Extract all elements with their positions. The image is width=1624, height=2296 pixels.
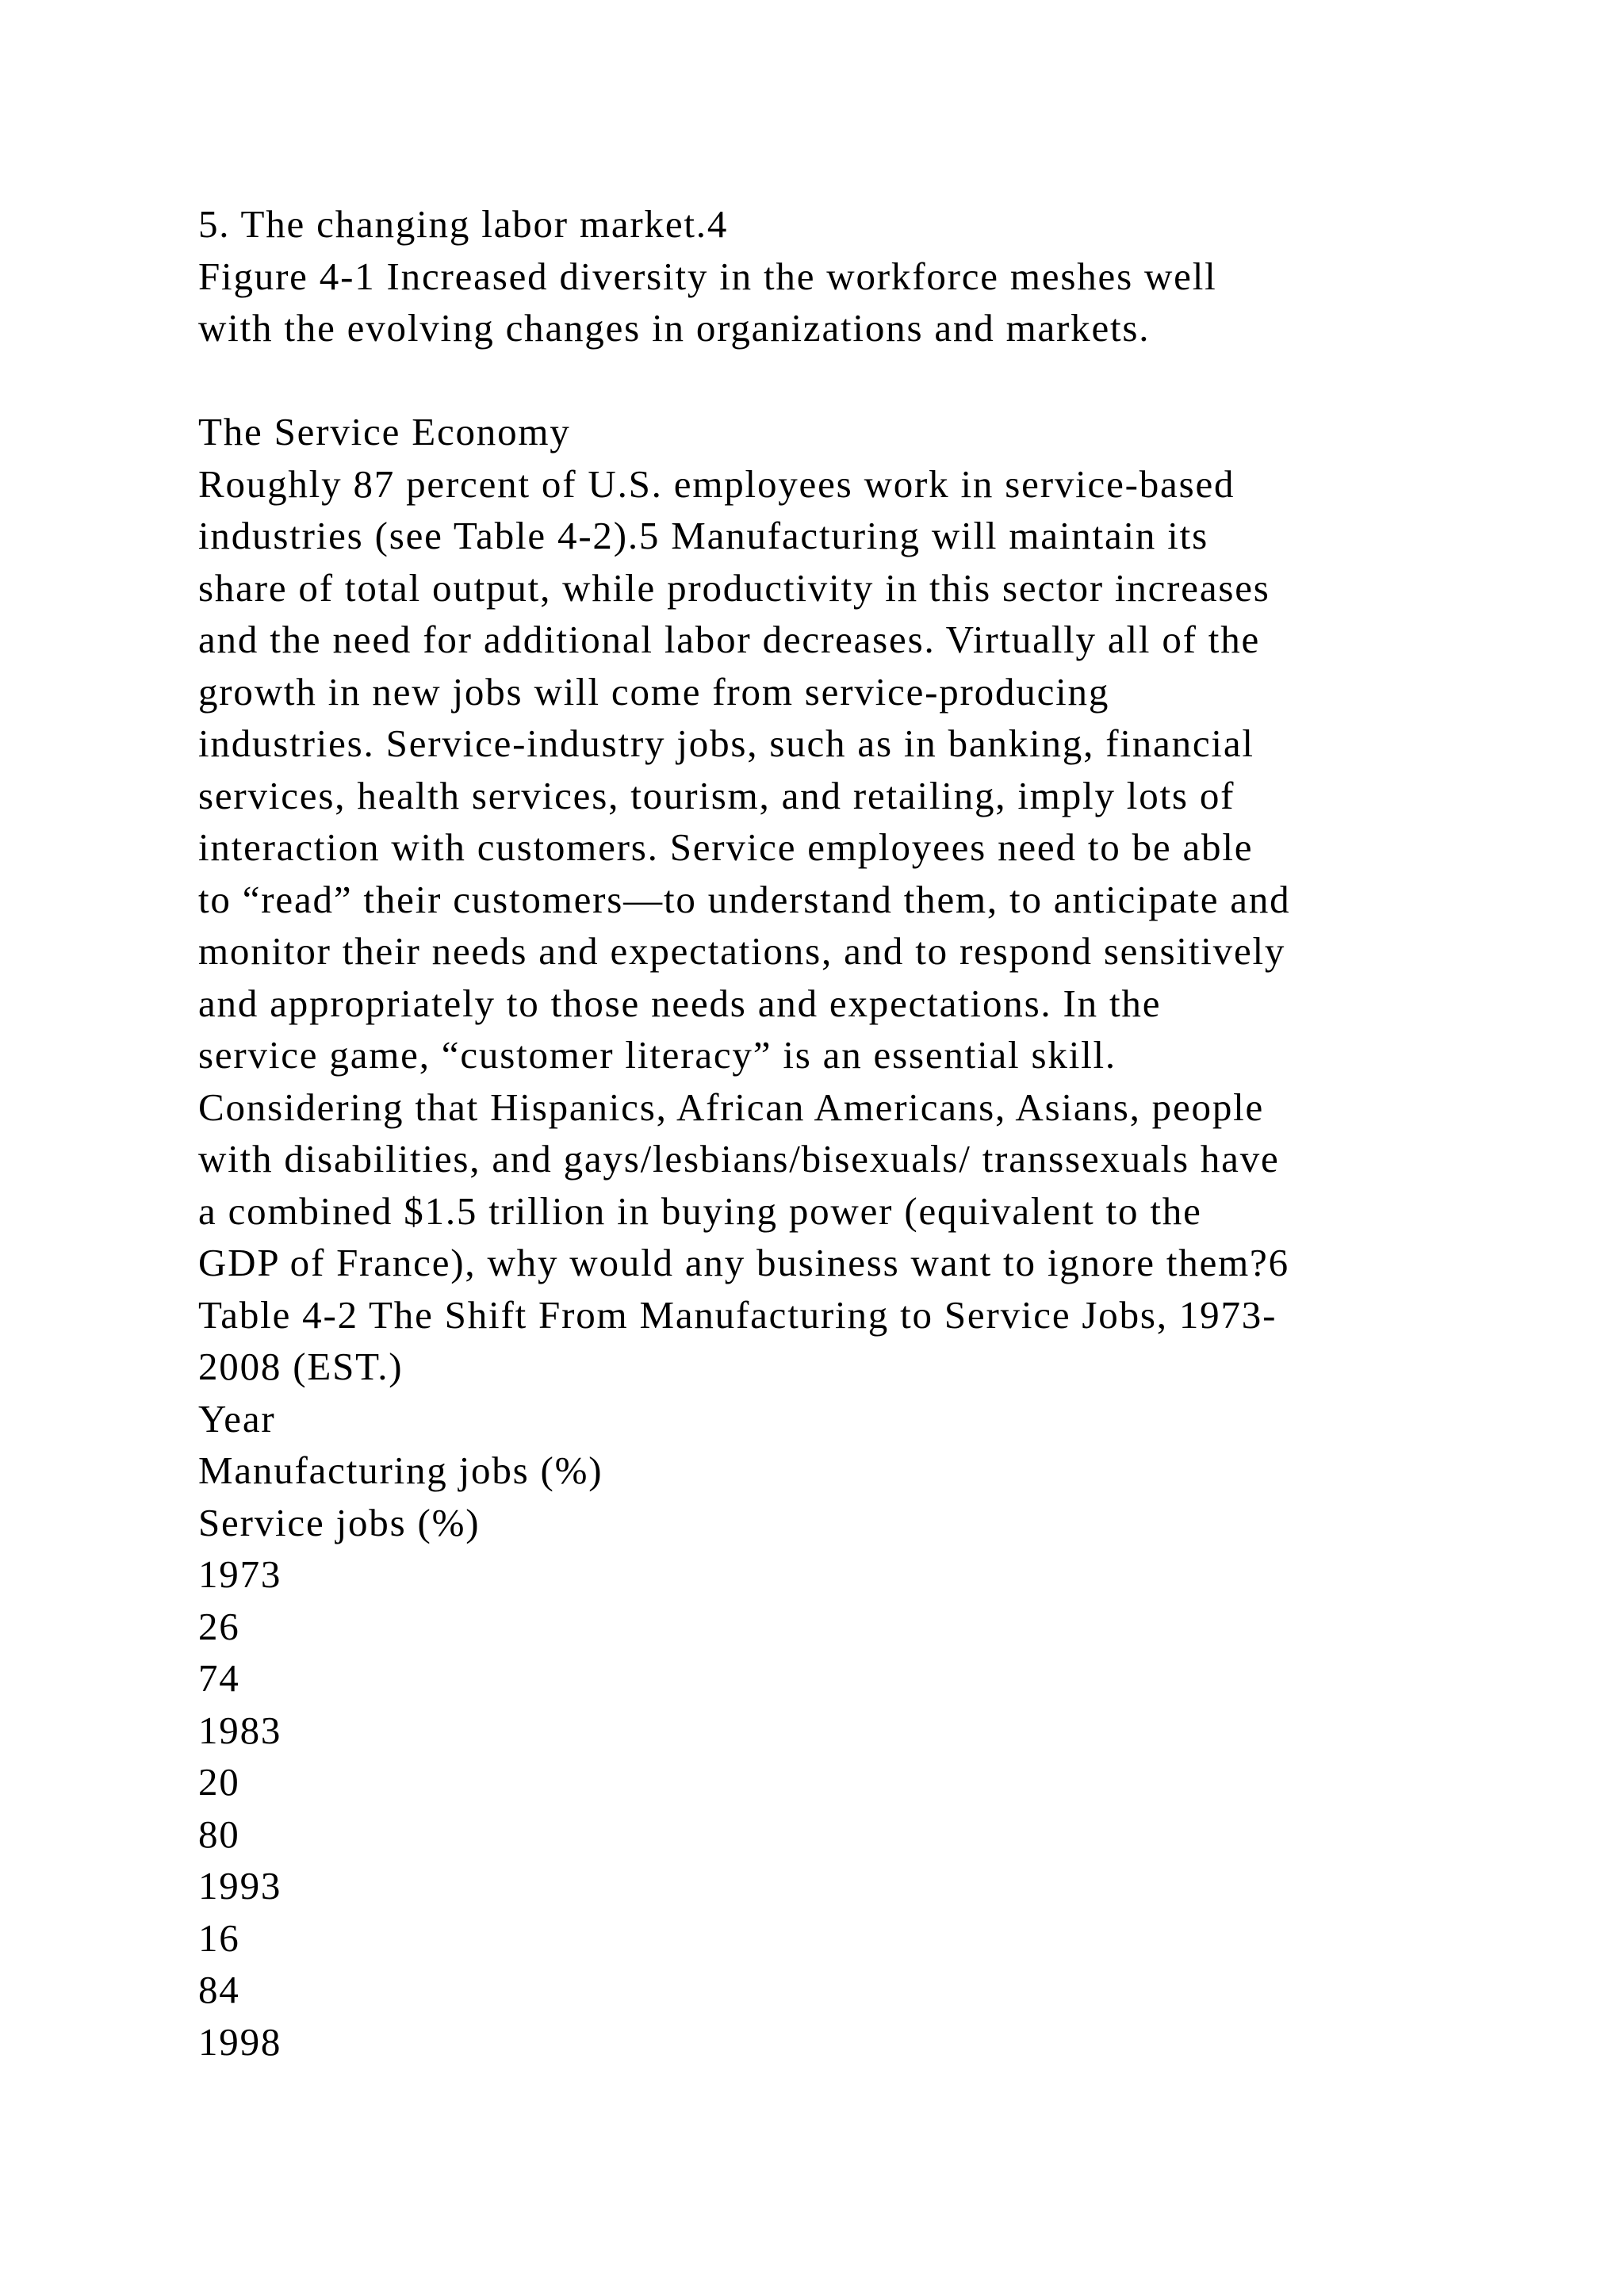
- paragraph-line: industries (see Table 4-2).5 Manufacturing will maintain its: [198, 514, 1208, 557]
- paragraph-line: Considering that Hispanics, African Americans, Asians, people: [198, 1085, 1265, 1129]
- table-header-manufacturing: Manufacturing jobs (%): [198, 1448, 603, 1492]
- table-cell-year: 1983: [198, 1708, 282, 1752]
- paragraph-line: a combined $1.5 trillion in buying power (equivalent to the: [198, 1188, 1202, 1233]
- table-cell-year: 1998: [198, 2019, 282, 2064]
- table-caption-line: 2008 (EST.): [198, 1345, 404, 1388]
- paragraph-line: services, health services, tourism, and retailing, imply lots of: [198, 773, 1235, 817]
- table-cell-year: 1973: [198, 1552, 282, 1596]
- paragraph-line: to “read” their customers—to understand them, to anticipate and: [198, 877, 1291, 921]
- table-cell-service: 80: [198, 1812, 240, 1856]
- section-item-heading: 5. The changing labor market.4: [198, 202, 729, 246]
- document-text: [198, 198, 1435, 2068]
- paragraph-line: with disabilities, and gays/lesbians/bisexuals/ transsexuals have: [198, 1137, 1280, 1181]
- paragraph-line: share of total output, while productivity in this sector increases: [198, 565, 1270, 610]
- table-header-year: Year: [198, 1396, 276, 1441]
- table-cell-manufacturing: 26: [198, 1604, 240, 1648]
- figure-caption-line: Figure 4-1 Increased diversity in the workforce meshes well: [198, 254, 1217, 298]
- table-caption-line: Table 4-2 The Shift From Manufacturing to Service Jobs, 1973-: [198, 1292, 1277, 1337]
- paragraph-line: interaction with customers. Service employees need to be able: [198, 825, 1254, 869]
- figure-caption-line: with the evolving changes in organizations and markets.: [198, 306, 1151, 350]
- paragraph-line: and appropriately to those needs and expectations. In the: [198, 981, 1162, 1025]
- paragraph-line: service game, “customer literacy” is an essential skill.: [198, 1033, 1116, 1077]
- paragraph-line: industries. Service-industry jobs, such as in banking, financial: [198, 721, 1254, 765]
- paragraph-line: monitor their needs and expectations, and to respond sensitively: [198, 929, 1286, 973]
- table-cell-manufacturing: 16: [198, 1915, 240, 1960]
- table-cell-manufacturing: 20: [198, 1760, 240, 1804]
- paragraph-line: GDP of France), why would any business want to ignore them?6: [198, 1241, 1289, 1284]
- section-heading: The Service Economy: [198, 410, 571, 453]
- table-cell-service: 74: [198, 1656, 240, 1700]
- paragraph-line: and the need for additional labor decreases. Virtually all of the: [198, 618, 1261, 661]
- blank-line: [198, 354, 1435, 407]
- table-header-service: Service jobs (%): [198, 1500, 481, 1544]
- paragraph-line: growth in new jobs will come from service-producing: [198, 669, 1110, 714]
- table-cell-service: 84: [198, 1968, 240, 2011]
- paragraph-line: Roughly 87 percent of U.S. employees work in service-based: [198, 461, 1235, 506]
- table-cell-year: 1993: [198, 1864, 282, 1908]
